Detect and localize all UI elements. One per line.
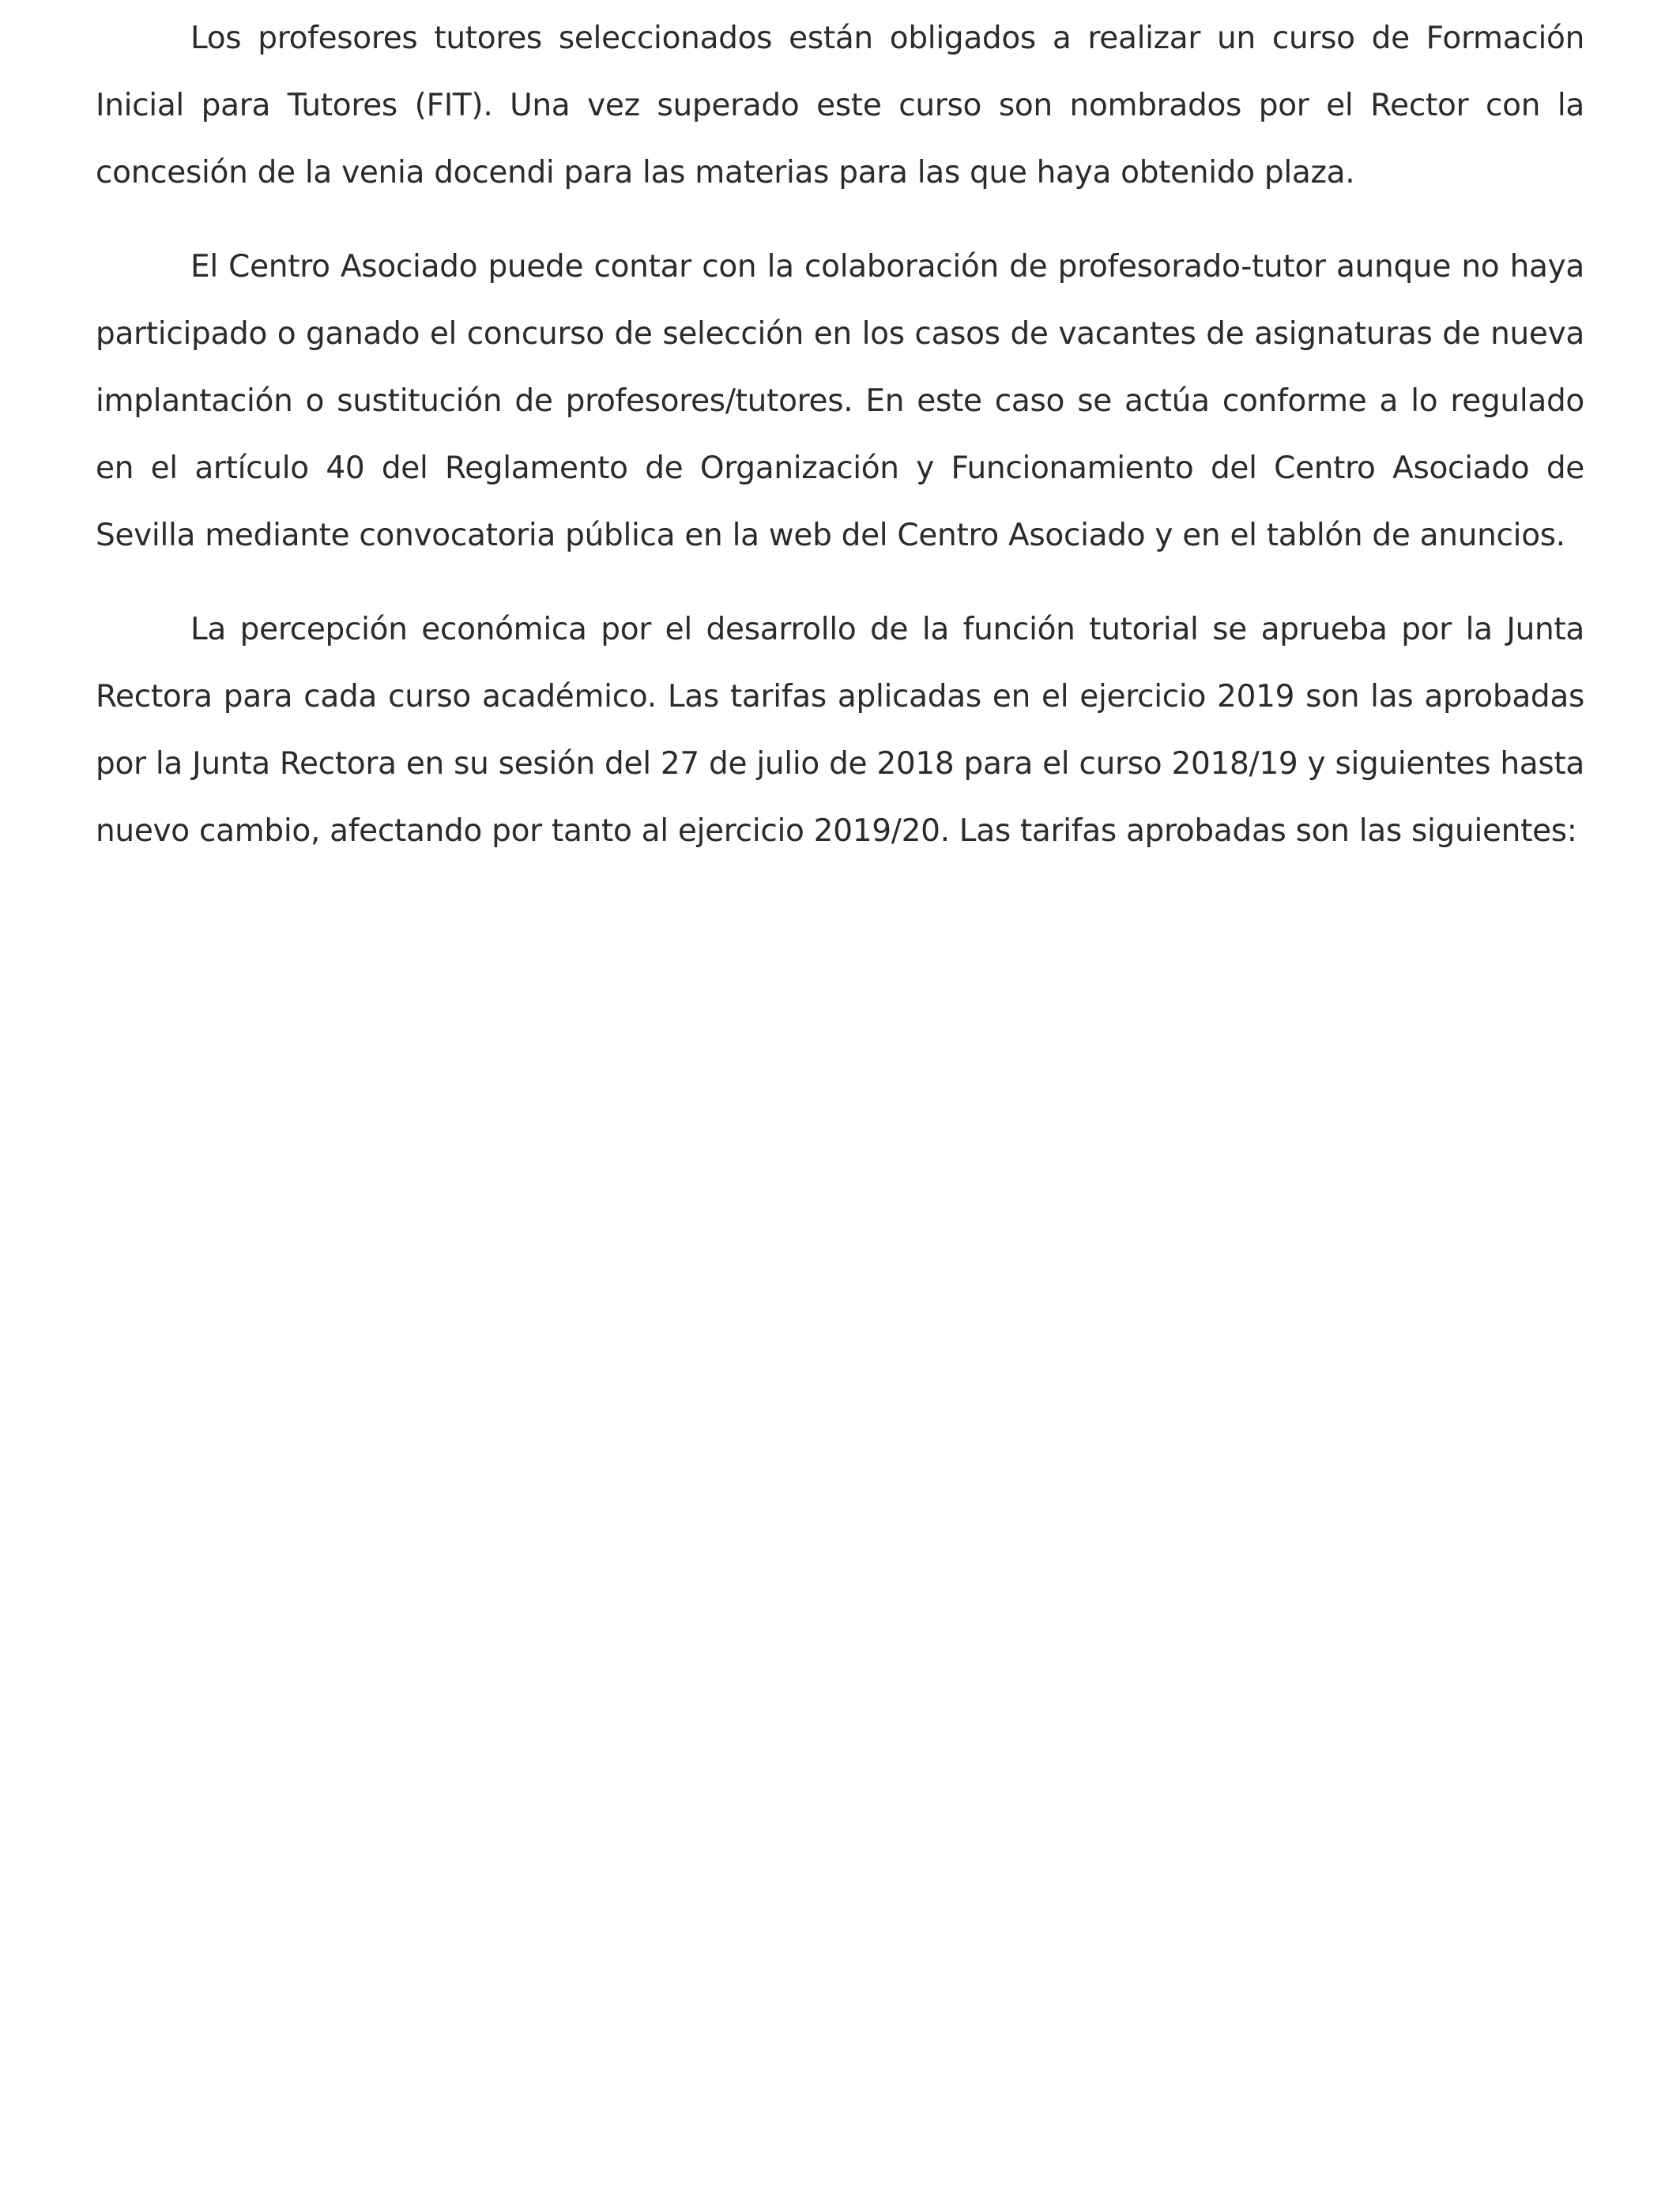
document-body — [96, 5, 1584, 892]
paragraph-tutor-collaboration: El Centro Asociado puede contar con la colaboración de profesorado-tutor aunque no haya participado o ganado el concurso de selección en los casos de vacantes de asignaturas de nueva implantación o sustitución de profesores/tutores. En este caso se actúa conforme a lo regulado en el artículo 40 del Reglamento de Organización y Funcionamiento del Centro Asociado de Sevilla mediante convocatoria pública en la web del Centro Asociado y en el tablón de anuncios. — [96, 249, 1584, 553]
paragraph-tutor-fees: La percepción económica por el desarrollo de la función tutorial se aprueba por la Junta Rectora para cada curso académico. Las tarifas aplicadas en el ejercicio 2019 son las aprobadas por la Junta Rectora en su sesión del 27 de julio de 2018 para el curso 2018/19 y siguientes hasta nuevo cambio, afectando por tanto al ejercicio 2019/20. Las tarifas aprobadas son las siguientes: — [96, 612, 1584, 849]
paragraph-fit-course: Los profesores tutores seleccionados están obligados a realizar un curso de Formación Inicial para Tutores (FIT). Una vez superado este curso son nombrados por el Rector con la concesión de la venia docendi para las materias para las que haya obtenido plaza. — [96, 21, 1584, 190]
